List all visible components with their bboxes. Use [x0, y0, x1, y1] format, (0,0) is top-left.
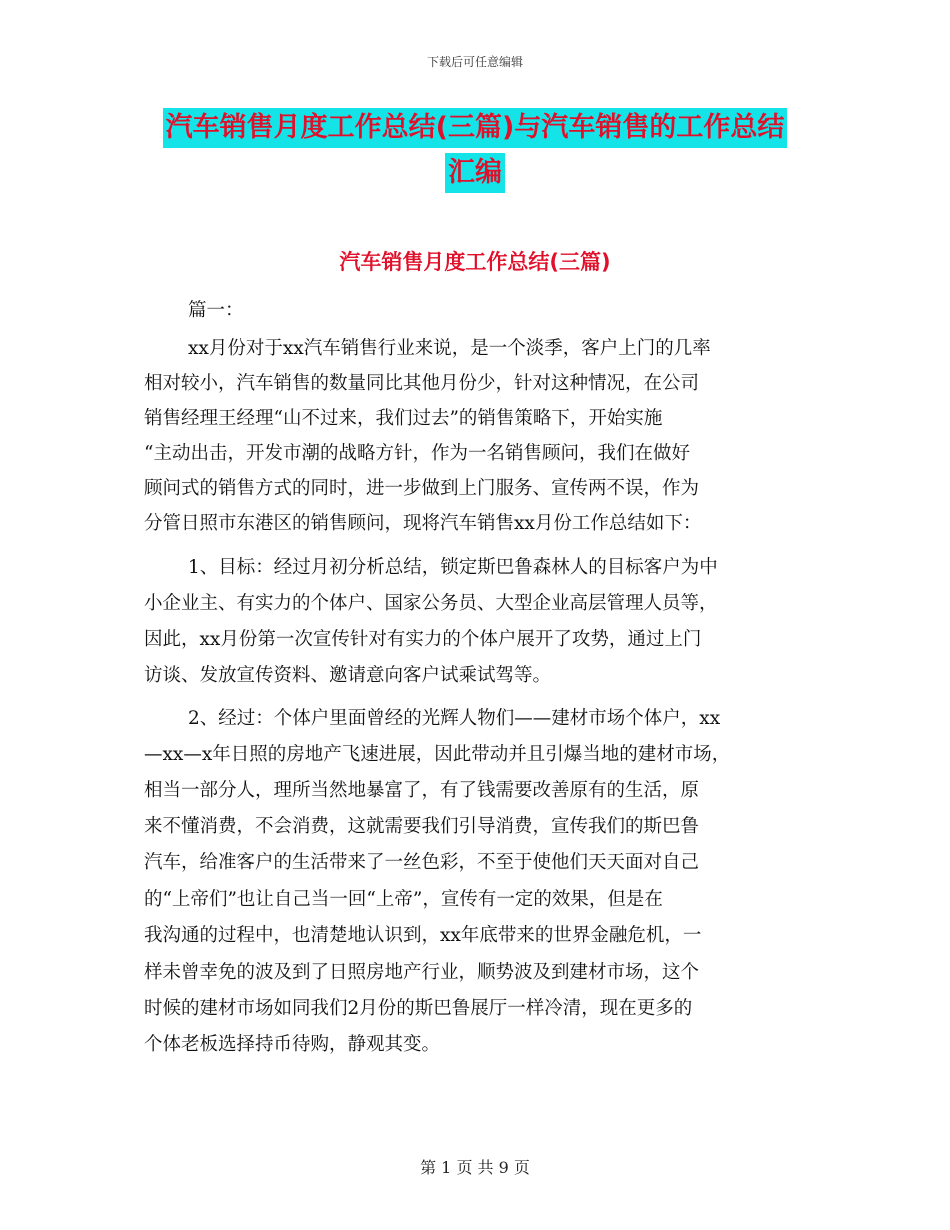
document-title-line-2	[0, 153, 950, 193]
paragraph-line: 小企业主、有实力的个体户、国家公务员、大型企业高层管理人员等，	[144, 593, 718, 614]
paragraph-line: 访谈、发放宣传资料、邀请意向客户试乘试驾等。	[144, 665, 552, 686]
paragraph-line: 相当一部分人，理所当然地暴富了，有了钱需要改善原有的生活，原	[144, 780, 700, 801]
paragraph-line: 的“上帝们”也让自己当一回“上帝”，宣传有一定的效果，但是在	[144, 889, 663, 910]
paragraph-line: —xx—x年日照的房地产飞速进展，因此带动并且引爆当地的建材市场，	[144, 744, 731, 765]
paragraph-line: 相对较小，汽车销售的数量同比其他月份少，针对这种情况，在公司	[144, 373, 700, 394]
paragraph-line: 来不懂消费，不会消费，这就需要我们引导消费，宣传我们的斯巴鲁	[144, 816, 700, 837]
section-title: 汽车销售月度工作总结(三篇)	[339, 250, 611, 274]
header-note: 下载后可任意编辑	[426, 55, 523, 69]
paragraph-line: 2、经过：个体户里面曾经的光辉人物们——建材市场个体户，xx	[188, 708, 721, 729]
paragraph-line: 个体老板选择持币待购，静观其变。	[144, 1034, 441, 1055]
paragraph-line: 销售经理王经理“山不过来，我们过去”的销售策略下，开始实施	[144, 408, 663, 429]
paragraph-line: 汽车，给准客户的生活带来了一丝色彩，不至于使他们天天面对自己	[144, 852, 700, 873]
page-footer: 第 1 页 共 9 页	[420, 1158, 530, 1177]
paragraph-line: 我沟通的过程中，也清楚地认识到，xx年底带来的世界金融危机，一	[144, 925, 702, 946]
paragraph-line: 顾问式的销售方式的同时，进一步做到上门服务、宣传两不误，作为	[144, 478, 700, 499]
paragraph-line: “主动出击，开发市潮的战略方针，作为一名销售顾问，我们在做好	[144, 443, 690, 464]
paragraph-line: 篇一：	[188, 300, 244, 321]
document-title-text-1: 汽车销售月度工作总结(三篇)与汽车销售的工作总结	[163, 108, 788, 148]
paragraph-line: 分管日照市东港区的销售顾问，现将汽车销售xx月份工作总结如下：	[144, 513, 702, 534]
document-title-line-1	[0, 108, 950, 148]
paragraph-line: 因此，xx月份第一次宣传针对有实力的个体户展开了攻势，通过上门	[144, 629, 702, 650]
paragraph-line: 样未曾幸免的波及到了日照房地产行业，顺势波及到建材市场，这个	[144, 962, 700, 983]
document-title-text-2: 汇编	[445, 153, 505, 193]
paragraph-line: xx月份对于xx汽车销售行业来说，是一个淡季，客户上门的几率	[188, 338, 711, 359]
paragraph-line: 时候的建材市场如同我们2月份的斯巴鲁展厅一样冷清，现在更多的	[144, 998, 693, 1019]
paragraph-line: 1、目标：经过月初分析总结，锁定斯巴鲁森林人的目标客户为中	[188, 557, 718, 578]
